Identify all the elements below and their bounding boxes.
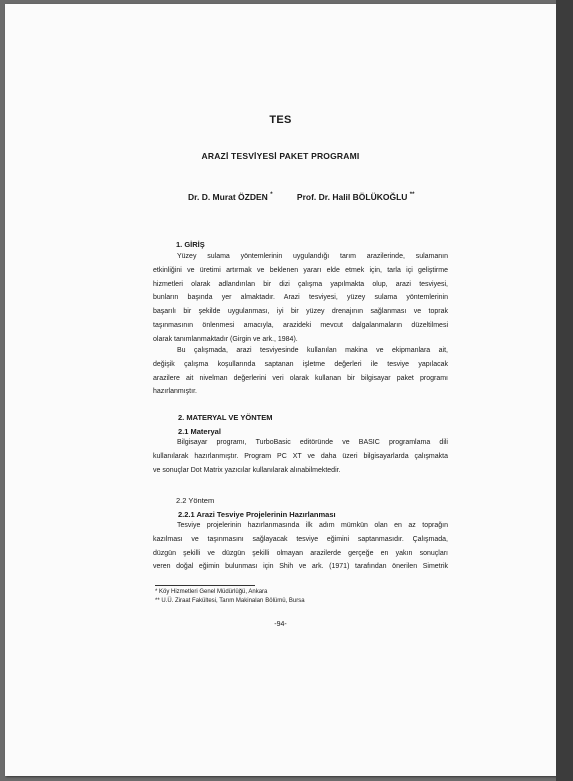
document-page — [5, 4, 556, 776]
yontem-line: düzgün şekilli ve düzgün şekilli olmayan arazilerde gerçeğe en yakın sonuçları — [153, 549, 448, 557]
intro-p1-line: taşınmasının önlenmesi amacıyla, arazideki mevcut dalgalanmaların düzeltilmesi — [153, 321, 448, 329]
subsection-heading: 2.2.1 Arazi Tesviye Projelerinin Hazırlanması — [178, 510, 336, 519]
material-line: Bilgisayar programı, TurboBasic editöründe ve BASIC programlama dili — [177, 439, 448, 446]
intro-p2-line: Bu çalışmada, arazi tesviyesinde kullanılan makina ve ekipmanlara ait, — [177, 347, 448, 354]
author-1-name: Dr. D. Murat ÖZDEN — [188, 192, 268, 202]
yontem-line: Tesviye projelerinin hazırlanmasında ilk adım mümkün olan en az toprağın — [177, 522, 448, 529]
intro-p2-line: arazilere ait nivelman değerlerini veri olarak kullanan bir bilgisayar paket programı — [153, 374, 448, 382]
intro-p1-line: başarılı bir şekilde uygulanması, iyi bir yüzey drenajının sağlanması ve toprak — [153, 308, 448, 316]
material-line: ve sonuçlar Dot Matrix yazıcılar kullanılarak alınabilmektedir. — [153, 466, 341, 474]
intro-p2-line: değişik çalışma koşullarında saptanan işletme değerleri ile tesviye yapılacak — [153, 360, 448, 368]
author-2-name: Prof. Dr. Halil BÖLÜKOĞLU — [296, 192, 408, 202]
footnote-1: * Köy Hizmetleri Genel Müdürlüğü, Ankara — [155, 589, 268, 595]
author-line — [188, 192, 414, 202]
paper-short-title: TES — [269, 114, 292, 126]
intro-p2-line: hazırlanmıştır. — [153, 388, 197, 396]
page-number: -94- — [274, 621, 287, 628]
scrollbar-track[interactable] — [556, 0, 573, 781]
material-line: kullanılarak hazırlanmıştır. Program PC XT ve daha üzeri bilgisayarlarda çalışmakta — [153, 452, 448, 460]
yontem-paragraph — [153, 519, 448, 574]
intro-p1-line: hizmetleri olarak adlandırılan bir dizi çalışma yapılmakta olup, arazi tesviyesi, — [153, 280, 448, 288]
yontem-line: veren doğal eğimin bulunması için Shih ve ark. (1971) tarafından önerilen Simetrik — [153, 563, 448, 571]
footnote-divider — [155, 585, 255, 586]
paper-title: ARAZİ TESVİYESİ PAKET PROGRAMI — [201, 151, 360, 161]
material-heading: 2.1 Materyal — [178, 427, 221, 436]
intro-p1-line: etkinliğini ve üretimi artırmak ve beklenen yararı elde etmek için, tarla içi geliştirme — [153, 266, 448, 274]
method-heading: 2. MATERYAL VE YÖNTEM — [178, 413, 273, 422]
yontem-heading: 2.2 Yöntem — [176, 496, 215, 505]
author-2-mark: ** — [409, 192, 415, 199]
yontem-line: kazılması ve taşınmasını sağlayacak tesviye eğimini saptanmasıdır. Çalışmada, — [153, 535, 448, 543]
intro-p1-line: Yüzey sulama yöntemlerinin uygulandığı tarım arazilerinde, sulamanın — [177, 253, 448, 260]
intro-paragraph-2 — [153, 344, 448, 399]
intro-p1-line: olarak tanımlanmaktadır (Girgin ve ark., 1984). — [153, 335, 298, 343]
author-1-mark: * — [270, 192, 273, 199]
intro-heading: 1. GİRİŞ — [176, 240, 205, 249]
material-paragraph — [153, 436, 448, 477]
intro-p1-line: bunların başında yer almaktadır. Arazi tesviyesi, yüzey sulama yöntemlerinin — [153, 294, 448, 302]
footnote-2: ** U.Ü. Ziraat Fakültesi, Tarım Makinaları Bölümü, Bursa — [155, 598, 305, 604]
intro-paragraph-1 — [153, 250, 448, 347]
